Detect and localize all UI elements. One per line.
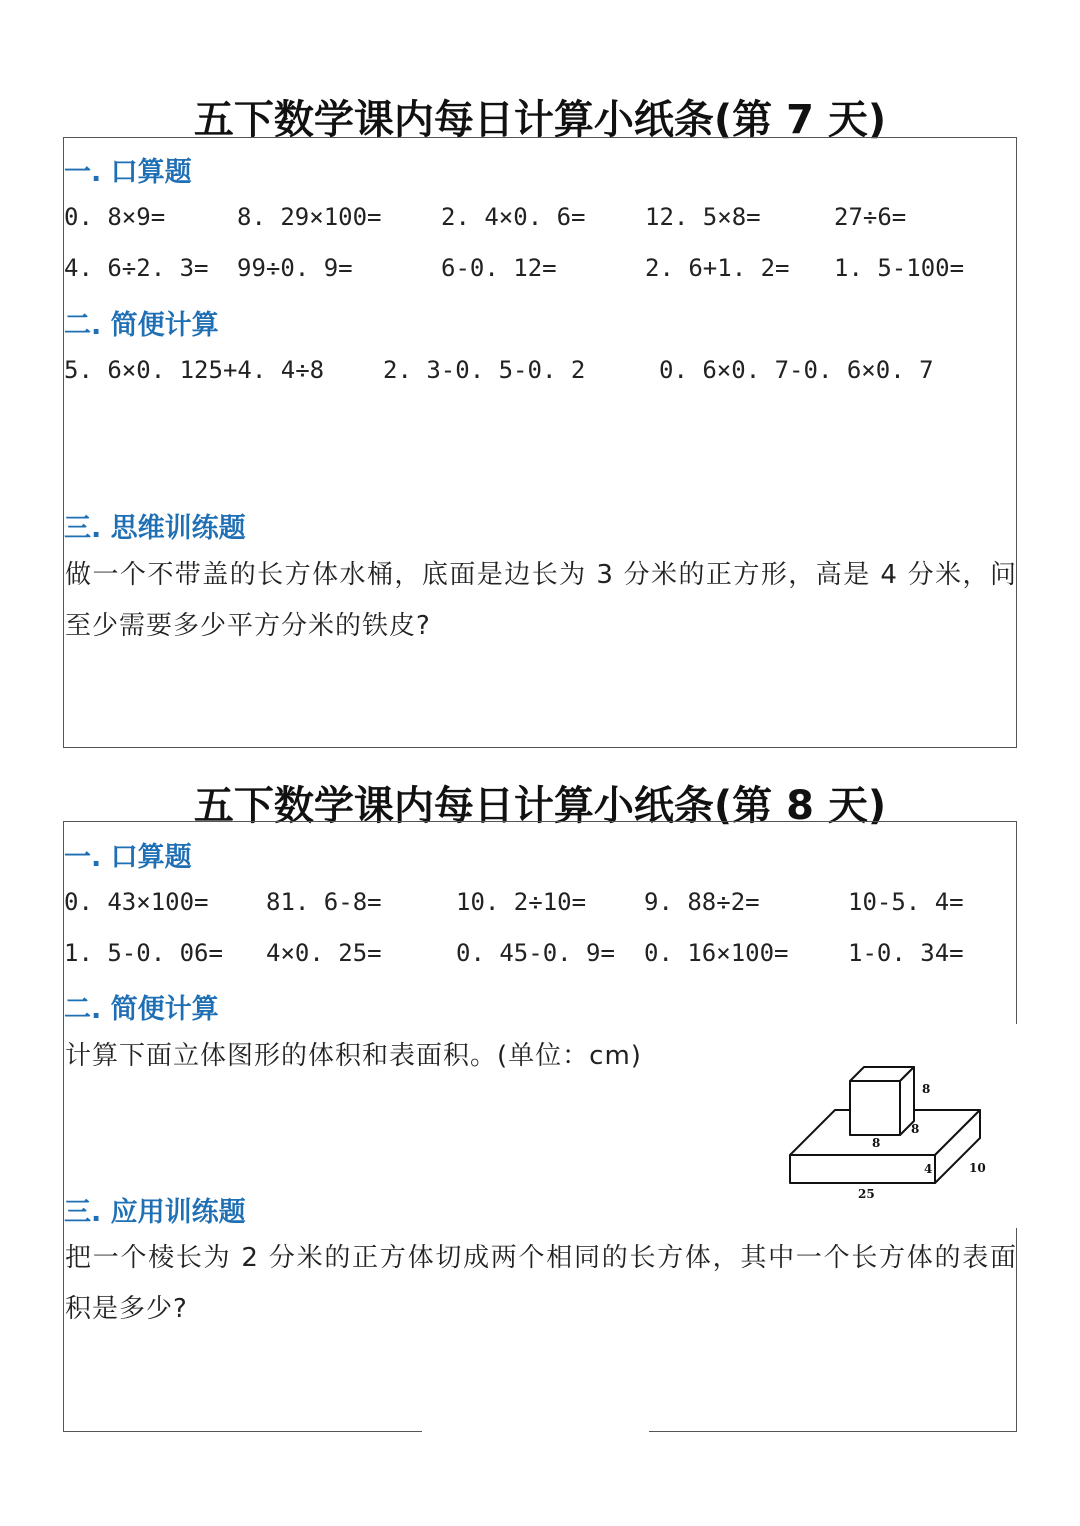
oral-question: 12. 5×8= <box>645 203 761 231</box>
oral-question: 8. 29×100= <box>237 203 382 231</box>
sheet-2-section-1-heading: 一. 口算题 <box>64 842 192 873</box>
oral-question: 81. 6-8= <box>266 888 382 916</box>
solid-figure-question-text: 计算下面立体图形的体积和表面积。(单位：cm) <box>65 1041 642 1071</box>
sheet-2-section-2-heading: 二. 简便计算 <box>64 994 219 1025</box>
application-question-text: 把一个棱长为 2 分米的正方体切成两个相同的长方体，其中一个长方体的表面积是多少? <box>65 1243 1017 1324</box>
oral-question: 27÷6= <box>834 203 907 231</box>
sheet-1-title: 五下数学课内每日计算小纸条(第 7 天) <box>193 97 887 143</box>
oral-question: 0. 43×100= <box>64 888 209 916</box>
simplify-question: 2. 3-0. 5-0. 2 <box>383 356 586 384</box>
label-base-height: 4 <box>924 1162 933 1176</box>
oral-question: 9. 88÷2= <box>644 888 760 916</box>
label-cube-height: 8 <box>922 1082 931 1096</box>
sheet-2-title: 五下数学课内每日计算小纸条(第 8 天) <box>193 783 887 829</box>
thinking-question-text: 做一个不带盖的长方体水桶，底面是边长为 3 分米的正方形，高是 4 分米，问至少需要多少平方分米的铁皮? <box>65 560 1017 641</box>
oral-question: 10-5. 4= <box>848 888 964 916</box>
oral-question: 2. 4×0. 6= <box>441 203 586 231</box>
sheet-2-section-3-heading: 三. 应用训练题 <box>64 1197 246 1228</box>
oral-question: 1. 5-0. 06= <box>64 939 223 967</box>
oral-question: 0. 45-0. 9= <box>456 939 615 967</box>
sheet-1-section-1-heading: 一. 口算题 <box>64 157 192 188</box>
sheet-1-section-3-heading: 三. 思维训练题 <box>64 513 246 544</box>
label-base-depth: 10 <box>969 1161 986 1175</box>
oral-question: 6-0. 12= <box>441 254 557 282</box>
oral-question: 1. 5-100= <box>834 254 965 282</box>
sheet-1-section-2-heading: 二. 简便计算 <box>64 310 219 341</box>
oral-question: 0. 8×9= <box>64 203 166 231</box>
oral-question: 4×0. 25= <box>266 939 382 967</box>
oral-question: 4. 6÷2. 3= <box>64 254 209 282</box>
base-front-face <box>790 1155 935 1183</box>
solid-figure-diagram <box>780 1060 1000 1210</box>
oral-question: 0. 16×100= <box>644 939 789 967</box>
oral-question: 1-0. 34= <box>848 939 964 967</box>
label-cube-depth: 8 <box>911 1122 920 1136</box>
oral-question: 10. 2÷10= <box>456 888 587 916</box>
label-cube-width: 8 <box>872 1136 881 1150</box>
oral-question: 99÷0. 9= <box>237 254 353 282</box>
simplify-question: 5. 6×0. 125+4. 4÷8 <box>64 356 325 384</box>
oral-question: 2. 6+1. 2= <box>645 254 790 282</box>
label-base-length: 25 <box>858 1187 875 1201</box>
cube-front-face <box>850 1081 900 1135</box>
simplify-question: 0. 6×0. 7-0. 6×0. 7 <box>659 356 934 384</box>
frame-gap <box>422 1426 649 1436</box>
